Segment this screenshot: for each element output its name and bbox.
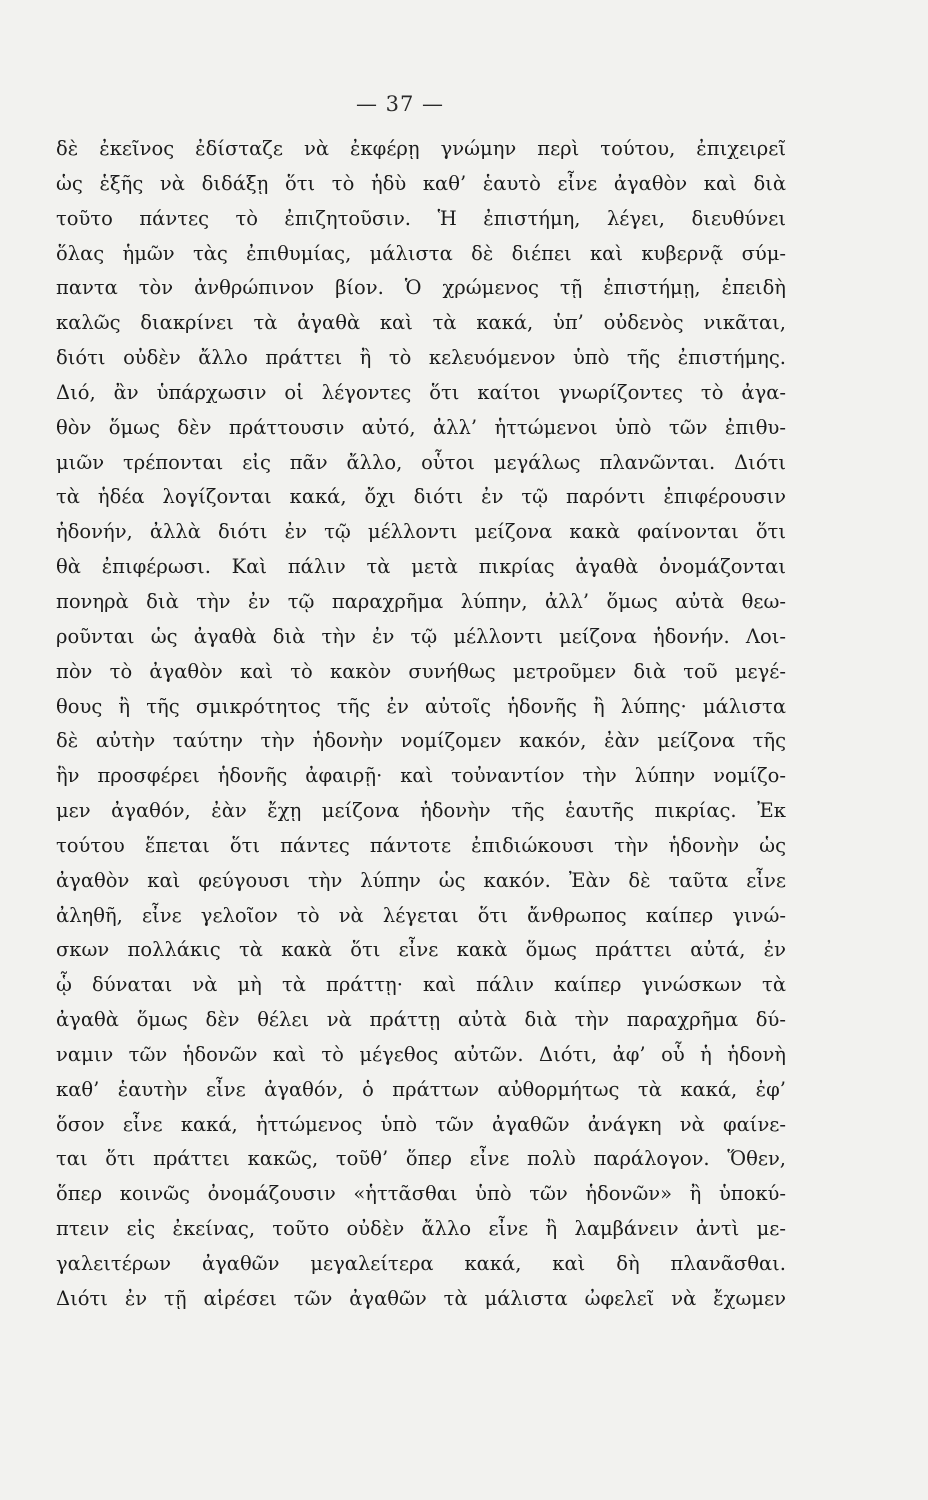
text-line: καλῶς διακρίνει τὰ ἀγαθὰ καὶ τὰ κακά, ὑπ’ οὐδενὸς νικᾶται, [56, 311, 786, 335]
text-line: πὸν τὸ ἀγαθὸν καὶ τὸ κακὸν συνήθως μετροῦμεν διὰ τοῦ μεγέ- [56, 659, 786, 683]
page-number: — 37 — [355, 92, 445, 116]
text-line: ὅλας ἡμῶν τὰς ἐπιθυμίας, μάλιστα δὲ διέπει καὶ κυβερνᾷ σύμ- [56, 241, 786, 265]
text-line: τούτου ἕπεται ὅτι πάντες πάντοτε ἐπιδιώκουσι τὴν ἡδονὴν ὡς [56, 833, 786, 857]
body-text [56, 132, 786, 1317]
text-line: δὲ αὐτὴν ταύτην τὴν ἡδονὴν νομίζομεν κακόν, ἐὰν μείζονα τῆς [56, 729, 786, 753]
text-line: διότι οὐδὲν ἄλλο πράττει ἢ τὸ κελευόμενον ὑπὸ τῆς ἐπιστήμης. [56, 346, 786, 370]
text-line: σκων πολλάκις τὰ κακὰ ὅτι εἶνε κακὰ ὅμως πράττει αὐτά, ἐν [56, 938, 786, 962]
text-line: πτειν εἰς ἐκείνας, τοῦτο οὐδὲν ἄλλο εἶνε ἢ λαμβάνειν ἀντὶ με- [56, 1217, 786, 1241]
text-line: γαλειτέρων ἀγαθῶν μεγαλείτερα κακά, καὶ δὴ πλανᾶσθαι. [56, 1252, 786, 1275]
text-line: ὡς ἑξῆς νὰ διδάξῃ ὅτι τὸ ἡδὺ καθ’ ἑαυτὸ εἶνε ἀγαθὸν καὶ διὰ [56, 171, 786, 195]
text-line: ται ὅτι πράττει κακῶς, τοῦθ’ ὅπερ εἶνε πολὺ παράλογον. Ὅθεν, [56, 1147, 786, 1171]
text-line: θὸν ὅμως δὲν πράττουσιν αὐτό, ἀλλ’ ἡττώμενοι ὑπὸ τῶν ἐπιθυ- [56, 415, 786, 439]
text-line: θους ἢ τῆς σμικρότητος τῆς ἐν αὐτοῖς ἡδονῆς ἢ λύπης· μάλιστα [56, 694, 786, 718]
text-line: ἡδονήν, ἀλλὰ διότι ἐν τῷ μέλλοντι μείζονα κακὰ φαίνονται ὅτι [56, 520, 786, 544]
text-line: θὰ ἐπιφέρωσι. Καὶ πάλιν τὰ μετὰ πικρίας ἀγαθὰ ὀνομάζονται [56, 555, 786, 579]
text-line: ἣν προσφέρει ἡδονῆς ἀφαιρῇ· καὶ τοὐναντίον τὴν λύπην νομίζο- [56, 764, 786, 788]
text-line: Διότι ἐν τῇ αἱρέσει τῶν ἀγαθῶν τὰ μάλιστα ὠφελεῖ νὰ ἔχωμεν [56, 1286, 786, 1310]
text-line: ναμιν τῶν ἡδονῶν καὶ τὸ μέγεθος αὐτῶν. Διότι, ἀφ’ οὗ ἡ ἡδονὴ [56, 1042, 786, 1066]
text-line: τοῦτο πάντες τὸ ἐπιζητοῦσιν. Ἡ ἐπιστήμη, λέγει, διευθύνει [56, 206, 786, 230]
text-line: καθ’ ἑαυτὴν εἶνε ἀγαθόν, ὁ πράττων αὐθορμήτως τὰ κακά, ἐφ’ [56, 1077, 786, 1101]
text-line: Διό, ἂν ὑπάρχωσιν οἱ λέγοντες ὅτι καίτοι γνωρίζοντες τὸ ἀγα- [56, 380, 786, 404]
text-line: ἀγαθὰ ὅμως δὲν θέλει νὰ πράττῃ αὐτὰ διὰ τὴν παραχρῆμα δύ- [56, 1008, 786, 1032]
text-line: ᾧ δύναται νὰ μὴ τὰ πράττῃ· καὶ πάλιν καίπερ γινώσκων τὰ [56, 973, 786, 997]
text-line: ροῦνται ὡς ἀγαθὰ διὰ τὴν ἐν τῷ μέλλοντι μείζονα ἡδονήν. Λοι- [56, 624, 786, 648]
text-line: ἀληθῆ, εἶνε γελοῖον τὸ νὰ λέγεται ὅτι ἄνθρωπος καίπερ γινώ- [56, 903, 786, 927]
text-line: ἀγαθὸν καὶ φεύγουσι τὴν λύπην ὡς κακόν. Ἐὰν δὲ ταῦτα εἶνε [56, 868, 786, 892]
text-line: δὲ ἐκεῖνος ἐδίσταζε νὰ ἐκφέρῃ γνώμην περὶ τούτου, ἐπιχειρεῖ [56, 137, 786, 160]
text-line: μεν ἀγαθόν, ἐὰν ἔχῃ μείζονα ἡδονὴν τῆς ἑαυτῆς πικρίας. Ἐκ [56, 799, 786, 823]
text-line: ὅσον εἶνε κακά, ἡττώμενος ὑπὸ τῶν ἀγαθῶν ἀνάγκη νὰ φαίνε- [56, 1112, 786, 1136]
text-line: μιῶν τρέπονται εἰς πᾶν ἄλλο, οὗτοι μεγάλως πλανῶνται. Διότι [56, 450, 786, 474]
text-line: πονηρὰ διὰ τὴν ἐν τῷ παραχρῆμα λύπην, ἀλλ’ ὅμως αὐτὰ θεω- [56, 589, 786, 613]
text-line: παντα τὸν ἀνθρώπινον βίον. Ὁ χρώμενος τῇ ἐπιστήμῃ, ἐπειδὴ [56, 276, 786, 300]
text-line: τὰ ἡδέα λογίζονται κακά, ὄχι διότι ἐν τῷ παρόντι ἐπιφέρουσιν [56, 485, 786, 509]
text-line: ὅπερ κοινῶς ὀνομάζουσιν «ἡττᾶσθαι ὑπὸ τῶν ἡδονῶν» ἢ ὑποκύ- [56, 1182, 786, 1206]
